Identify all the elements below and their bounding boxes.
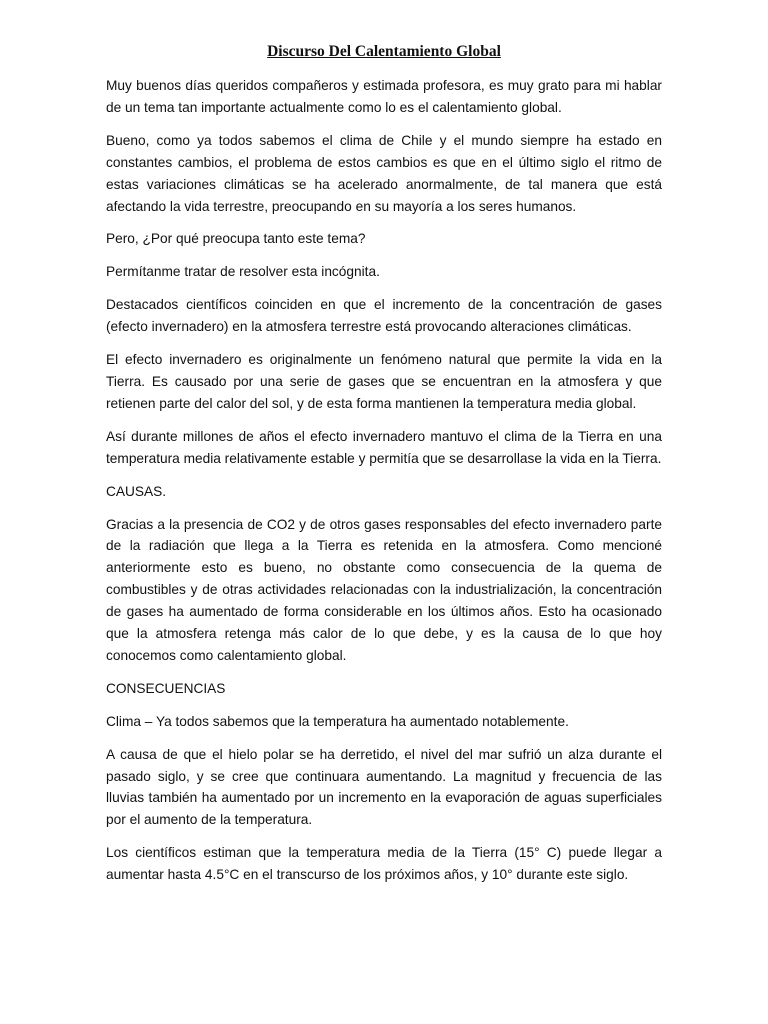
paragraph-scientists: Destacados científicos coinciden en que el incremento de la concentración de gases (efecto invernadero) en la atmosfera terrestre está provocando alteraciones climáticas. [106, 297, 662, 335]
paragraph-polar-ice: A causa de que el hielo polar se ha derretido, el nivel del mar sufrió un alza durante el pasado siglo, y se cree que continuara aumentando. La magnitud y frecuencia de las lluvias también ha aumentado por un incremento en la evaporación de aguas superficiales por el aumento de la temperatura. [106, 746, 662, 828]
paragraph-causes: Gracias a la presencia de CO2 y de otros gases responsables del efecto invernadero parte de la radiación que llega a la Tierra es retenida en la atmosfera. Como mencioné anteriormente esto es bueno, no obstante como consecuencia de la quema de combustibles y de otras actividades relacionadas con la industrialización, la concentración de gases ha aumentado de forma considerable en los últimos años. Esto ha ocasionado que la atmosfera retenga más calor de lo que debe, y es la causa de lo que hoy conocemos como calentamiento global. [106, 516, 662, 663]
paragraph-intro-answer: Permítanme tratar de resolver esta incógnita. [106, 264, 380, 280]
section-heading-causas: CAUSAS. [106, 483, 167, 499]
document-title: Discurso Del Calentamiento Global [267, 43, 501, 60]
section-heading-consecuencias: CONSECUENCIAS [106, 680, 226, 696]
paragraph-millions-years: Así durante millones de años el efecto invernadero mantuvo el clima de la Tierra en una temperatura media relativamente estable y permitía que se desarrollase la vida en la Tierra. [106, 428, 662, 466]
paragraph-greenhouse-effect: El efecto invernadero es originalmente un fenómeno natural que permite la vida en la Tierra. Es causado por una serie de gases que se encuentran en la atmosfera y que retienen parte del calor del sol, y de esta forma mantienen la temperatura media global. [106, 352, 662, 411]
paragraph-clima: Clima – Ya todos sabemos que la temperatura ha aumentado notablemente. [106, 713, 569, 729]
document-page [106, 40, 662, 897]
paragraph-climate-changes: Bueno, como ya todos sabemos el clima de Chile y el mundo siempre ha estado en constantes cambios, el problema de estos cambios es que en el último siglo el ritmo de estas variaciones climáticas se ha acelerado anormalmente, de tal manera que está afectando la vida terrestre, preocupando en su mayoría a los seres humanos. [106, 132, 662, 214]
paragraph-question: Pero, ¿Por qué preocupa tanto este tema? [106, 231, 366, 247]
paragraph-greeting: Muy buenos días queridos compañeros y estimada profesora, es muy grato para mi hablar de un tema tan importante actualmente como lo es el calentamiento global. [106, 78, 662, 115]
paragraph-temperature-estimate: Los científicos estiman que la temperatura media de la Tierra (15° C) puede llegar a aumentar hasta 4.5°C en el transcurso de los próximos años, y 10° durante este siglo. [106, 845, 662, 883]
